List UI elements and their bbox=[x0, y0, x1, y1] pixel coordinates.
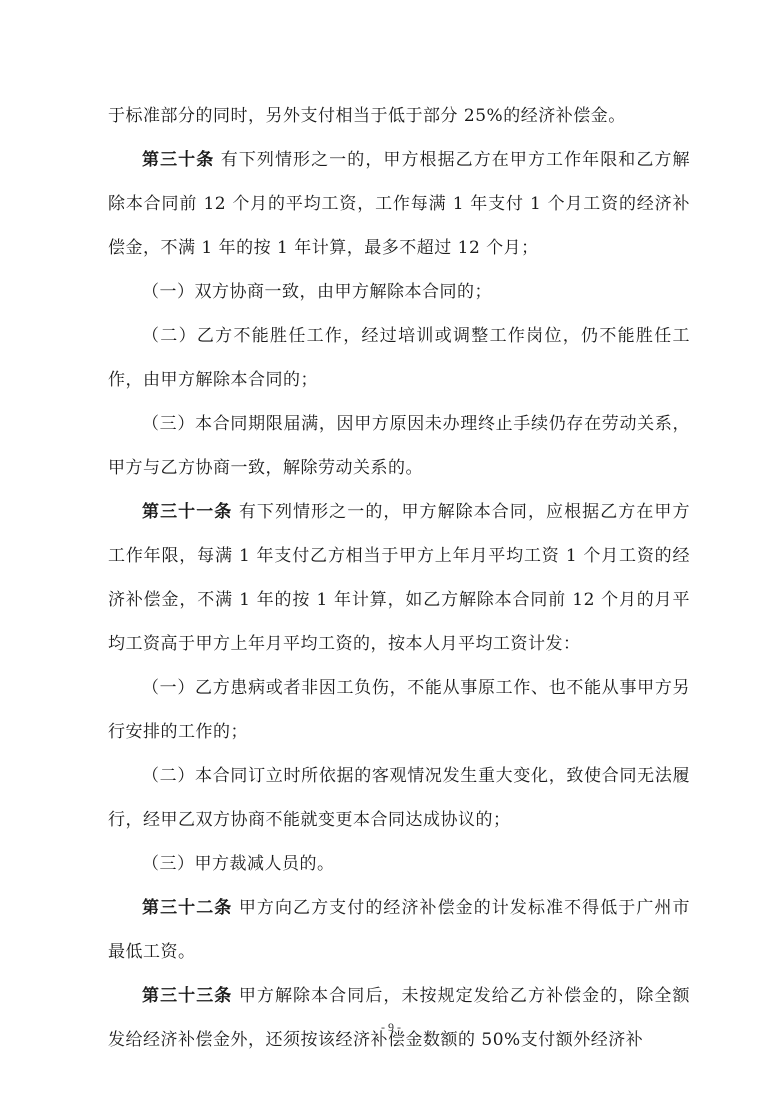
paragraph-continuation bbox=[108, 94, 690, 138]
paragraph-text: （二）本合同订立时所依据的客观情况发生重大变化，致使合同无法履行，经甲乙双方协商不能就变更本合同达成协议的； bbox=[108, 766, 690, 830]
paragraph-text: （一）乙方患病或者非因工负伤，不能从事原工作、也不能从事甲方另行安排的工作的； bbox=[108, 678, 690, 742]
article-32 bbox=[108, 886, 690, 974]
paragraph-text: （三）本合同期限届满，因甲方原因未办理终止手续仍存在劳动关系，甲方与乙方协商一致，解除劳动关系的。 bbox=[108, 414, 690, 478]
paragraph-text: （二）乙方不能胜任工作，经过培训或调整工作岗位，仍不能胜任工作，由甲方解除本合同的； bbox=[108, 326, 690, 390]
article-31-item-2 bbox=[108, 754, 690, 842]
paragraph-text: （一）双方协商一致，由甲方解除本合同的； bbox=[142, 282, 492, 302]
article-33 bbox=[108, 974, 690, 1062]
article-heading: 第三十一条 bbox=[142, 502, 233, 522]
article-31-item-1 bbox=[108, 666, 690, 754]
article-31-item-3 bbox=[108, 842, 690, 886]
paragraph-text: 甲方向乙方支付的经济补偿金的计发标准不得低于广州市最低工资。 bbox=[108, 898, 691, 962]
article-30 bbox=[108, 138, 690, 270]
paragraph-text: 有下列情形之一的，甲方解除本合同，应根据乙方在甲方工作年限，每满 1 年支付乙方相当于甲方上年月平均工资 1 个月工资的经济补偿金，不满 1 年的按 1 年计算，如乙方解除本合同前 12 个月的月平均工资高于甲方上年月平均工资的，按本人月平均工资计发： bbox=[108, 502, 691, 654]
article-heading: 第三十二条 bbox=[142, 898, 233, 918]
paragraph-text: 有下列情形之一的，甲方根据乙方在甲方工作年限和乙方解除本合同前 12 个月的平均工资，工作每满 1 年支付 1 个月工资的经济补偿金，不满 1 年的按 1 年计算，最多不超过 12 个月； bbox=[108, 150, 690, 258]
article-heading: 第三十条 bbox=[142, 150, 215, 170]
article-30-item-3 bbox=[108, 402, 690, 490]
page-number: - 9 - bbox=[381, 1020, 401, 1034]
paragraph-text: （三）甲方裁减人员的。 bbox=[142, 854, 335, 874]
article-30-item-2 bbox=[108, 314, 690, 402]
paragraph-text: 甲方解除本合同后，未按规定发给乙方补偿金的，除全额发给经济补偿金外，还须按该经济补偿金数额的 50%支付额外经济补 bbox=[108, 986, 691, 1050]
article-heading: 第三十三条 bbox=[142, 986, 233, 1006]
article-30-item-1 bbox=[108, 270, 690, 314]
article-31 bbox=[108, 490, 690, 666]
paragraph-text: 于标准部分的同时，另外支付相当于低于部分 25%的经济补偿金。 bbox=[108, 106, 626, 126]
document-body bbox=[108, 94, 690, 1062]
